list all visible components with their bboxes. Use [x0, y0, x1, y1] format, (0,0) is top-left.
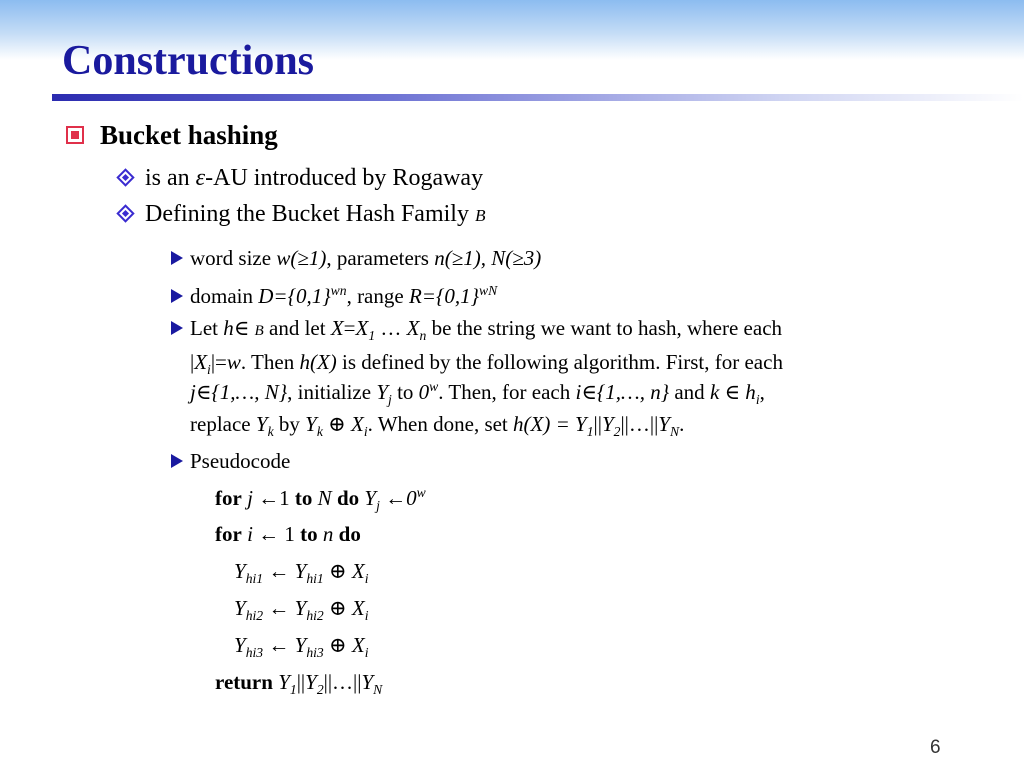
diamond-bullet-icon: [116, 204, 134, 222]
triangle-bullet-icon: [171, 454, 183, 468]
triangle-bullet-icon: [171, 321, 183, 335]
square-bullet-icon: [66, 126, 84, 144]
diamond-bullet-icon: [116, 168, 134, 186]
triangle-bullet-icon: [171, 289, 183, 303]
code-line-update-2: $Y_{hi2}$ ← $Y_{hi2}$ ⊕ $X_i$: [234, 596, 369, 624]
bullet-let-line-1: Let h∈ B and let $X=X_1$ … $X_n$ be the string we want to hash, where each: [190, 316, 783, 344]
bullet-let-line-3: j∈{1,…, N}, initialize $Y_j$ to 0$^w$. Then, for each i∈{1,…, n} and k ∈ $h_i$,: [190, 379, 765, 408]
code-line-update-1: $Y_{hi1}$ ← $Y_{hi1}$ ⊕ $X_i$: [234, 559, 369, 587]
bullet-bucket-hash-family: Defining the Bucket Hash Family B: [145, 201, 486, 227]
page-number: 6: [930, 737, 941, 758]
bullet-let-line-4: replace $Y_k$ by $Y_k$ ⊕ $X_i$. When done, set $h(X) = Y_1||Y_2||\dots||Y_N$.: [190, 412, 685, 440]
bullet-word-size: word size w(≥1), parameters n(≥1), N(≥3): [190, 246, 542, 270]
page-title: Constructions: [62, 38, 315, 84]
bullet-epsilon-au: is an ε-AU introduced by Rogaway: [145, 165, 484, 191]
bullet-bucket-hashing: Bucket hashing: [100, 120, 278, 150]
code-line-return: return $Y_1||Y_2||\dots||Y_N$: [215, 670, 383, 698]
triangle-bullet-icon: [171, 251, 183, 265]
code-line-update-3: $Y_{hi3}$ ← $Y_{hi3}$ ⊕ $X_i$: [234, 633, 369, 661]
bullet-pseudocode: Pseudocode: [190, 449, 291, 473]
title-underline: [52, 94, 1024, 101]
bullet-domain-range: domain $D=\{0,1\}^{wn}$, range $R=\{0,1\}^{wN}$: [190, 283, 498, 308]
bullet-let-line-2: $|X_i|=w$. Then h(X) is defined by the following algorithm. First, for each: [190, 350, 783, 378]
code-line-for-j: for j ←1 to N do $Y_j$ ←0$^w$: [215, 485, 426, 514]
code-line-for-i: for i ← 1 to n do: [215, 522, 361, 546]
